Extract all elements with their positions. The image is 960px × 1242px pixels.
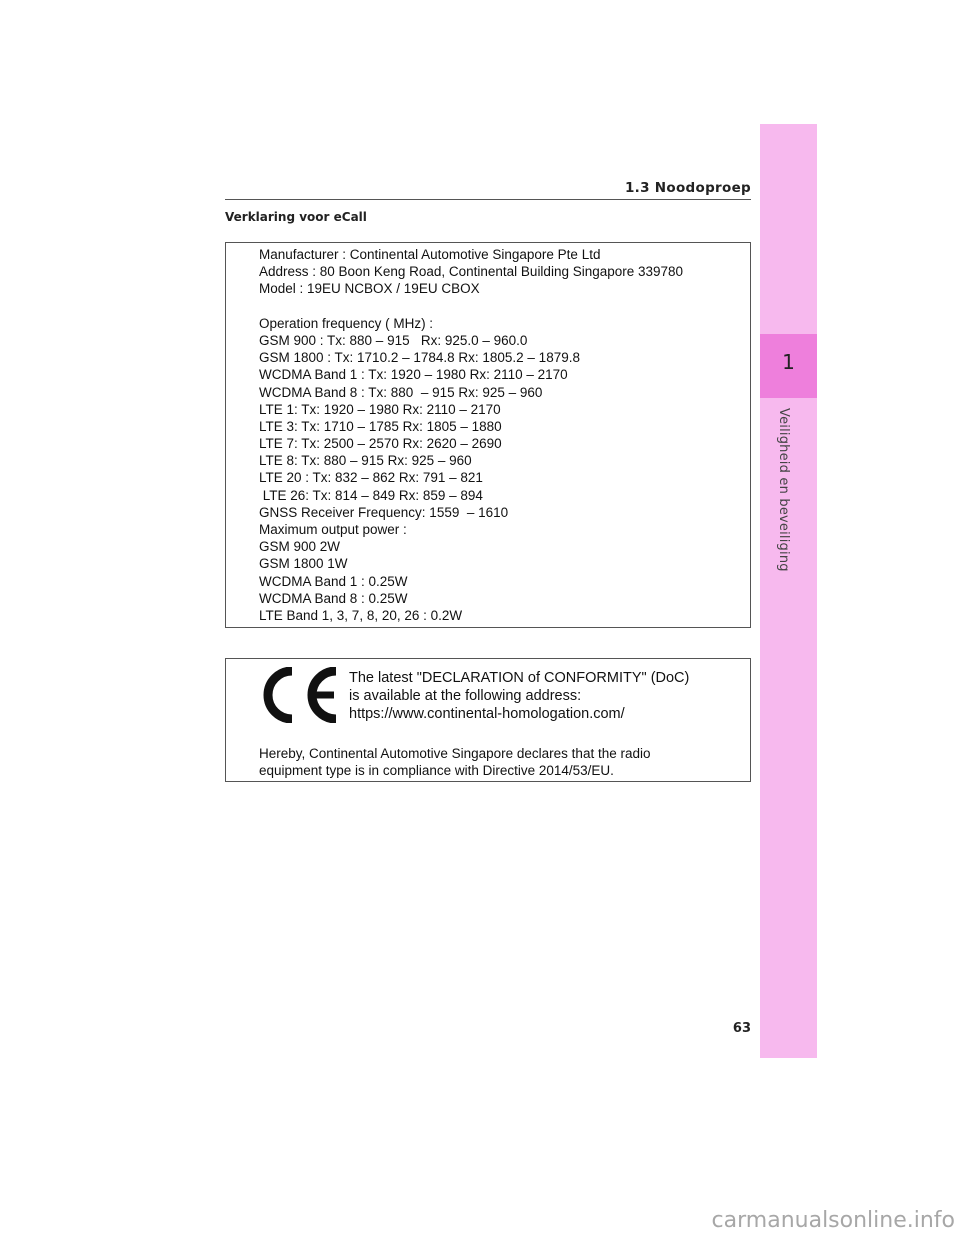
spec-line: WCDMA Band 8 : 0.25W [259,590,408,606]
ce-mark-icon [259,667,341,723]
statement-line: Hereby, Continental Automotive Singapore declares that the radio [259,746,651,761]
watermark: carmanualsonline.info [711,1208,955,1233]
declaration-line: is available at the following address: [349,688,582,704]
page-number: 63 [732,1021,751,1036]
spec-line: GSM 900 2W [259,539,341,555]
specification-lines [259,246,683,624]
spec-line: WCDMA Band 1 : Tx: 1920 – 1980 Rx: 2110 – 2170 [259,367,568,383]
spec-line: Operation frequency ( MHz) : [259,315,434,331]
spec-line [259,298,683,315]
spec-line: LTE Band 1, 3, 7, 8, 20, 26 : 0.2W [259,607,463,623]
section-header: 1.3 Noodoproep [624,180,751,196]
declaration-lines [349,669,689,723]
spec-line: LTE 20 : Tx: 832 – 862 Rx: 791 – 821 [259,470,483,486]
page-heading: Verklaring voor eCall [225,210,367,224]
spec-line: Address : 80 Boon Keng Road, Continental Building Singapore 339780 [259,264,684,280]
spec-line: WCDMA Band 1 : 0.25W [259,573,408,589]
spec-line: GSM 1800 1W [259,556,348,572]
spec-line: GSM 1800 : Tx: 1710.2 – 1784.8 Rx: 1805.2 – 1879.8 [259,350,580,366]
statement-line: equipment type is in compliance with Directive 2014/53/EU. [259,763,614,778]
specification-box [225,242,751,628]
spec-line: LTE 7: Tx: 2500 – 2570 Rx: 2620 – 2690 [259,436,502,452]
spec-line: LTE 8: Tx: 880 – 915 Rx: 925 – 960 [259,453,472,469]
chapter-title: Veiligheid en beveiliging [776,408,791,572]
compliance-statement [259,745,651,779]
spec-line: GSM 900 : Tx: 880 – 915 Rx: 925.0 – 960.0 [259,332,528,348]
spec-line: LTE 1: Tx: 1920 – 1980 Rx: 2110 – 2170 [259,401,501,417]
declaration-box [225,658,751,782]
spec-line: Manufacturer : Continental Automotive Singapore Pte Ltd [259,247,601,262]
spec-line: LTE 26: Tx: 814 – 849 Rx: 859 – 894 [259,487,483,503]
declaration-line: The latest "DECLARATION of CONFORMITY" (DoC) [349,670,690,686]
spec-line: WCDMA Band 8 : Tx: 880 – 915 Rx: 925 – 960 [259,384,543,400]
spec-line: Maximum output power : [259,522,407,537]
spec-line: LTE 3: Tx: 1710 – 1785 Rx: 1805 – 1880 [259,418,502,434]
header-divider [225,199,751,200]
chapter-side-tab [760,124,817,1058]
spec-line: Model : 19EU NCBOX / 19EU CBOX [259,281,480,297]
declaration-line: https://www.continental-homologation.com/ [349,706,625,722]
spec-line: GNSS Receiver Frequency: 1559 – 1610 [259,504,509,520]
chapter-number: 1 [782,350,795,374]
